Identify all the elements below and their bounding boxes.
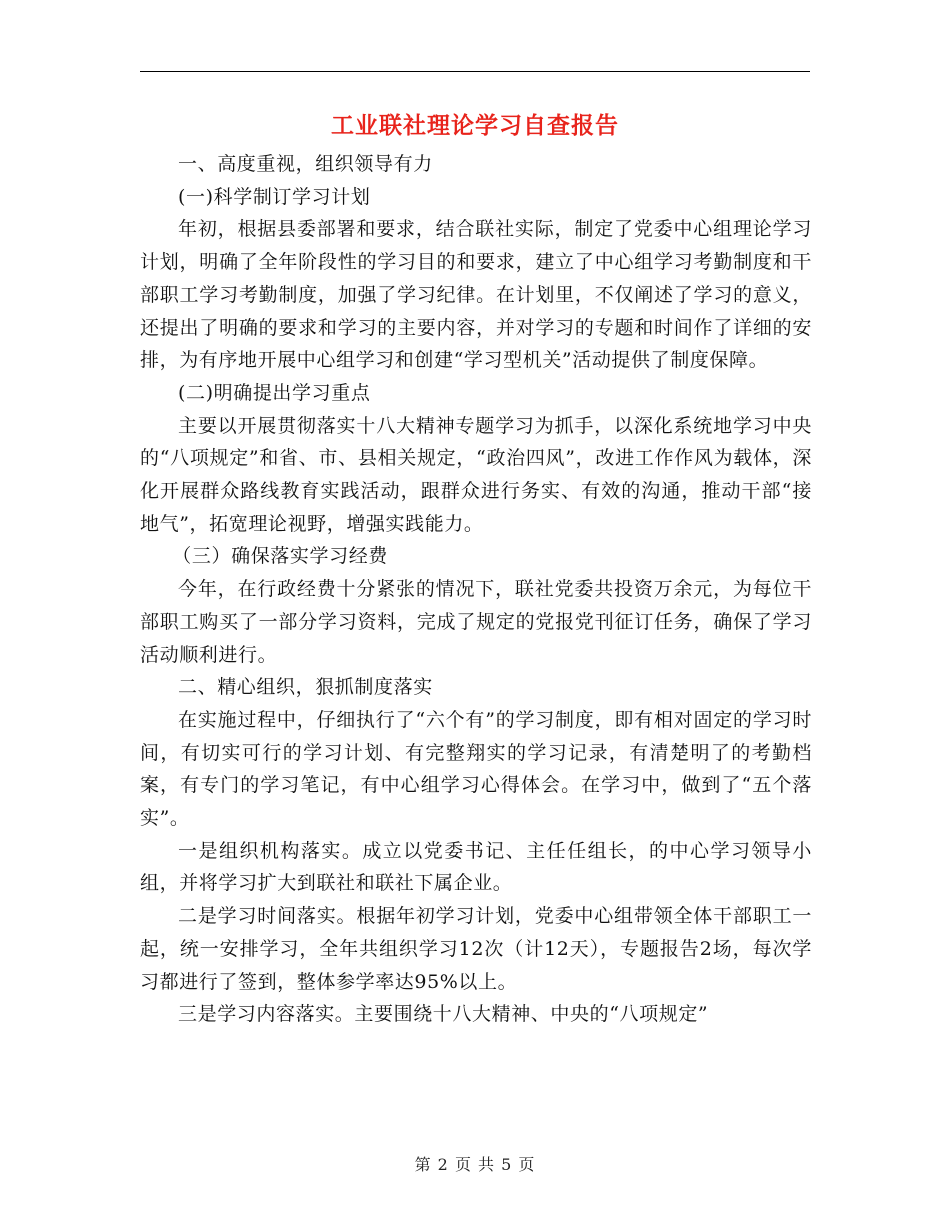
body-paragraph: 年初，根据县委部署和要求，结合联社实际，制定了党委中心组理论学习计划，明确了全年阶段性的学习目的和要求，建立了中心组学习考勤制度和干部职工学习考勤制度，加强了学习纪律。在计划里，不仅阐述了学习的意义，还提出了明确的要求和学习的主要内容，并对学习的专题和时间作了详细的安排，为有序地开展中心组学习和创建“学习型机关”活动提供了制度保障。 xyxy=(140,218,812,372)
document-body xyxy=(140,148,812,1031)
subsection-heading: (一)科学制订学习计划 xyxy=(178,185,371,208)
page-number: 第 2 页 共 5 页 xyxy=(414,1155,536,1174)
body-paragraph: 二是学习时间落实。根据年初学习计划，党委中心组带领全体干部职工一起，统一安排学习，全年共组织学习12次（计12天），专题报告2场，每次学习都进行了签到，整体参学率达95%以上。 xyxy=(140,905,812,993)
section-heading: 二、精心组织，狠抓制度落实 xyxy=(178,676,433,699)
body-paragraph: 一是组织机构落实。成立以党委书记、主任任组长，的中心学习领导小组，并将学习扩大到联社和联社下属企业。 xyxy=(140,839,812,895)
section-heading: 一、高度重视，组织领导有力 xyxy=(178,153,433,175)
subsection-heading: (二)明确提出学习重点 xyxy=(178,381,371,404)
body-paragraph: 三是学习内容落实。主要围绕十八大精神、中央的“八项规定” xyxy=(178,1003,709,1026)
body-paragraph: 今年，在行政经费十分紧张的情况下，联社党委共投资万余元，为每位干部职工购买了一部分学习资料，完成了规定的党报党刊征订任务，确保了学习活动顺利进行。 xyxy=(140,578,812,666)
subsection-heading: （三）确保落实学习经费 xyxy=(172,545,388,568)
body-paragraph: 主要以开展贯彻落实十八大精神专题学习为抓手，以深化系统地学习中央的“八项规定”和省、市、县相关规定，“政治四风”，改进工作作风为载体，深化开展群众路线教育实践活动，跟群众进行务实、有效的沟通，推动干部“接地气”，拓宽理论视野，增强实践能力。 xyxy=(140,414,812,535)
header-rule xyxy=(140,71,810,72)
body-paragraph: 在实施过程中，仔细执行了“六个有”的学习制度，即有相对固定的学习时间，有切实可行的学习计划、有完整翔实的学习记录，有清楚明了的考勤档案，有专门的学习笔记，有中心组学习心得体会。在学习中，做到了“五个落实”。 xyxy=(140,708,812,830)
document-title: 工业联社理论学习自查报告 xyxy=(331,112,619,139)
